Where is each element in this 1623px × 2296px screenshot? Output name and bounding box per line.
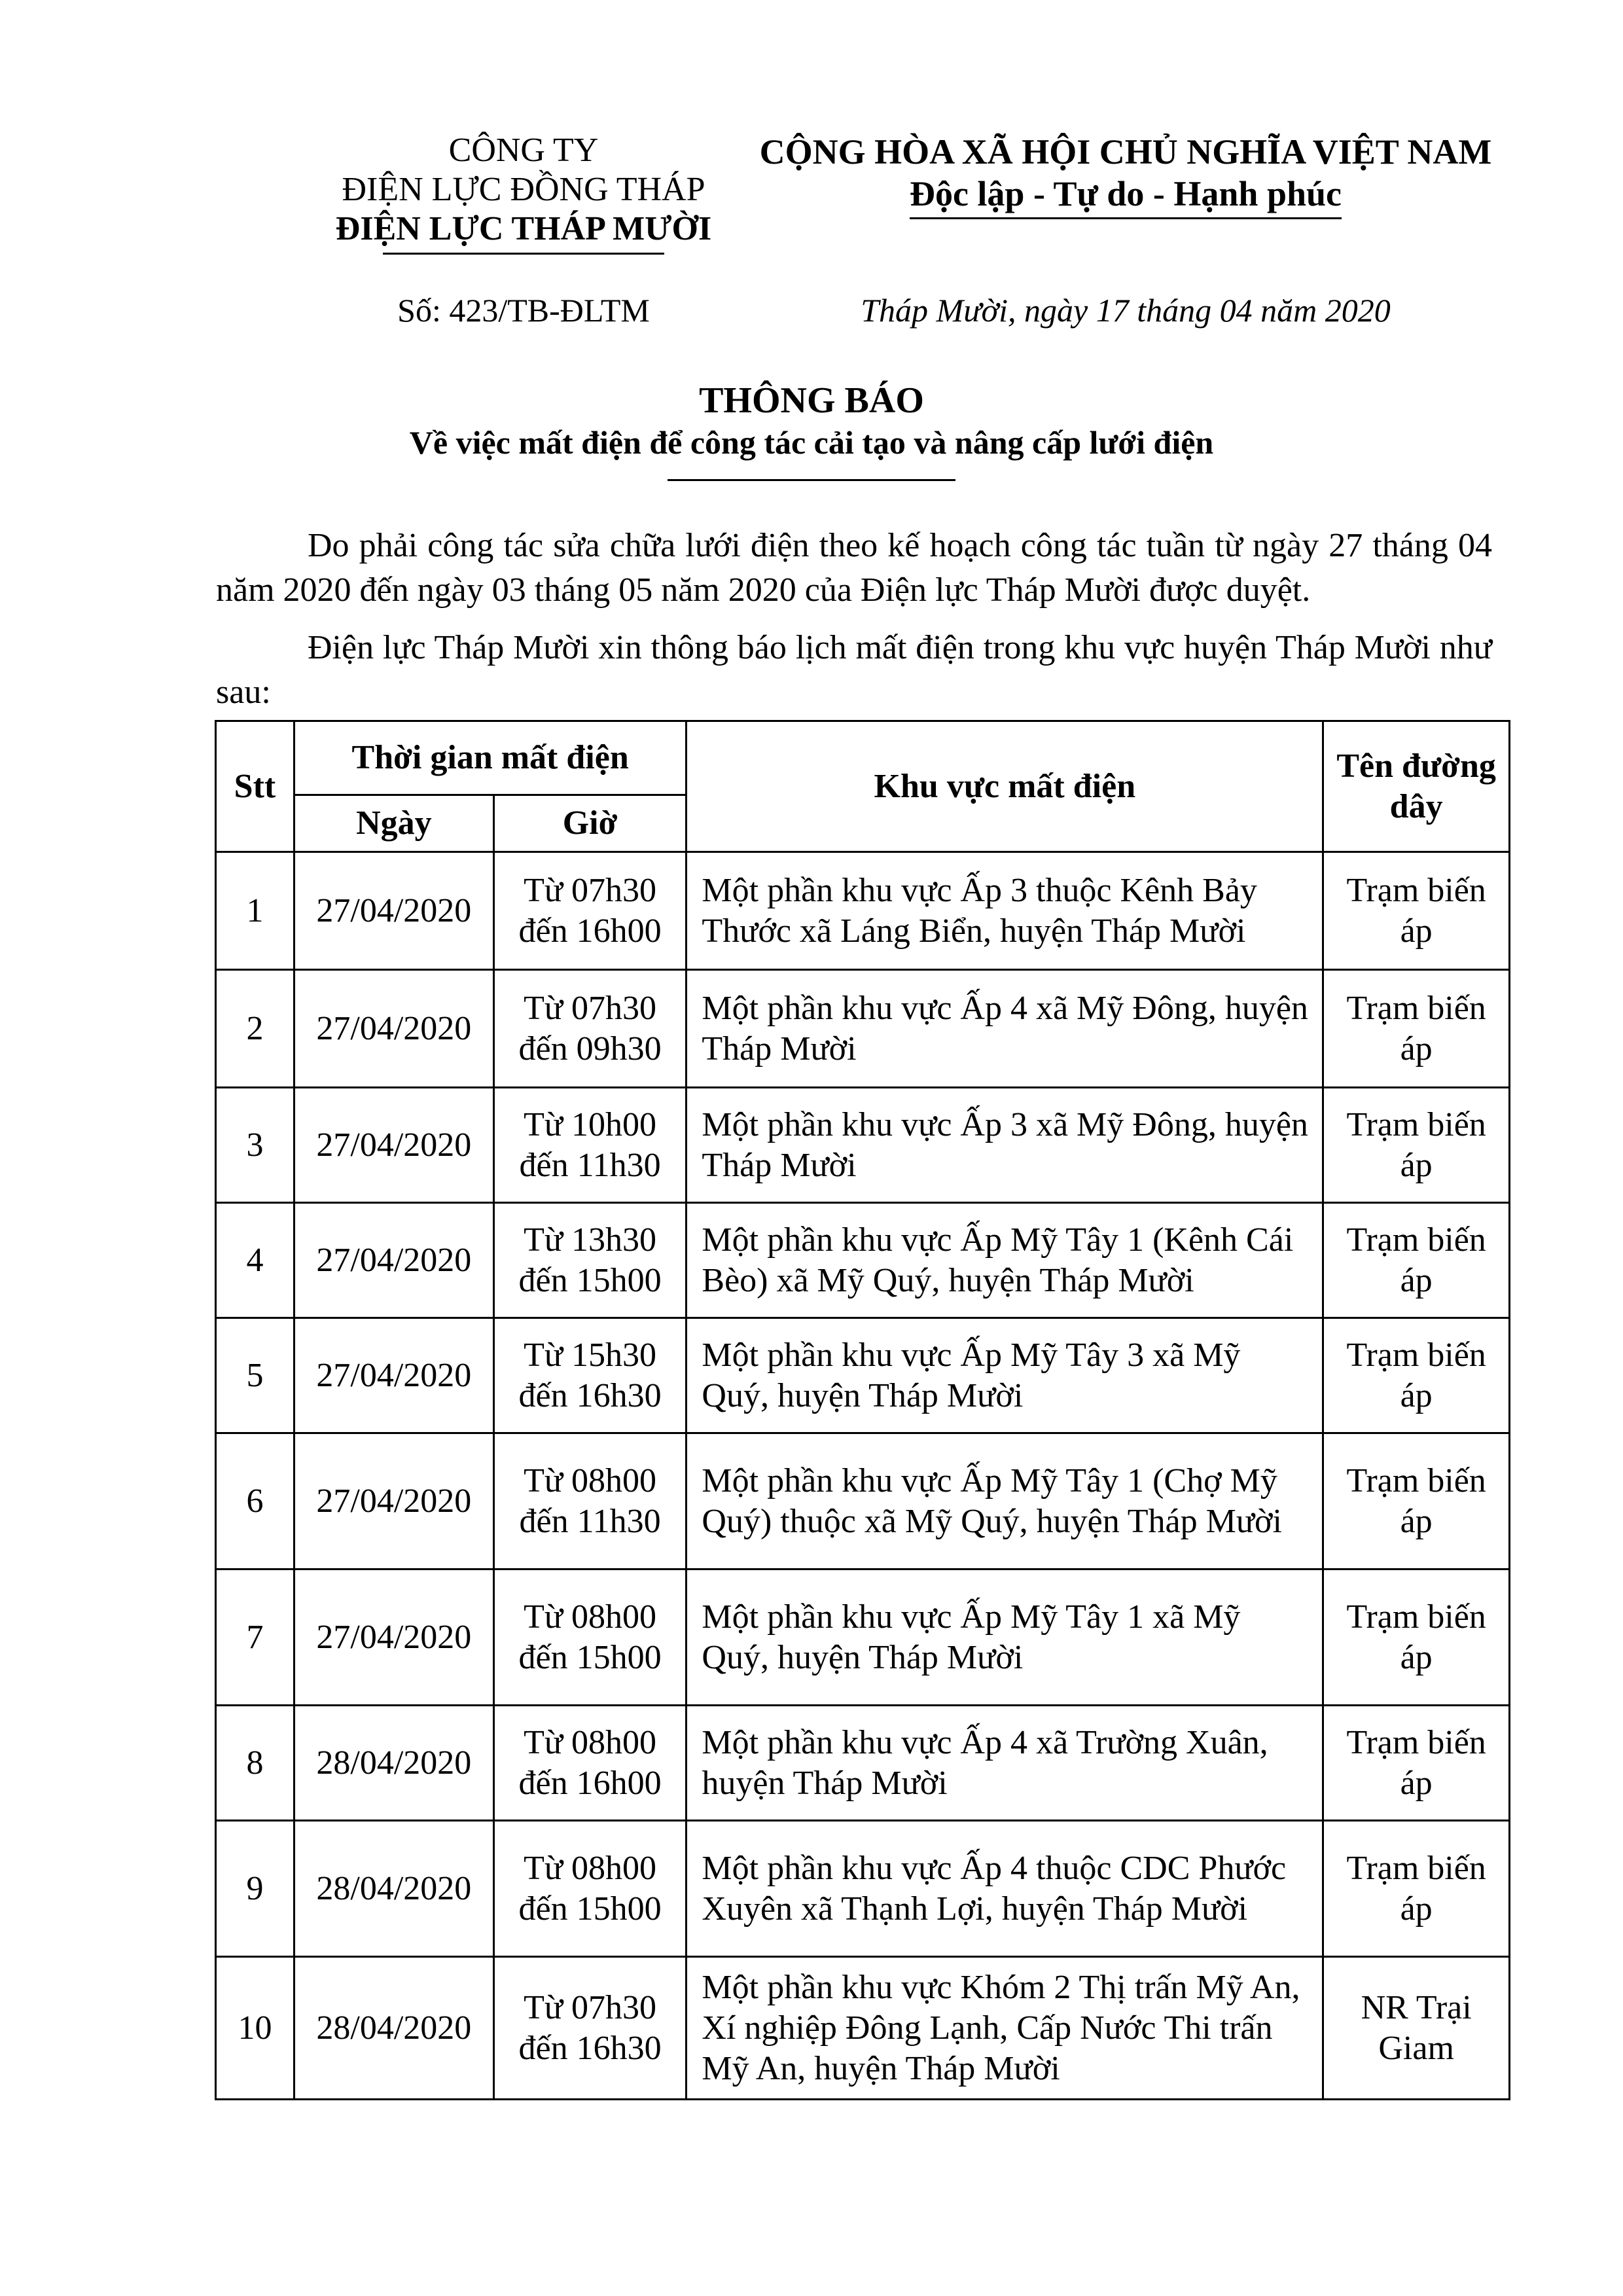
document-title: THÔNG BÁO xyxy=(699,380,924,421)
issuer-parent: ĐIỆN LỰC ĐỒNG THÁP xyxy=(342,171,705,208)
row-line: Trạm biến áp xyxy=(1323,1088,1510,1203)
title-underline xyxy=(668,479,955,481)
row-area: Một phần khu vực Ấp 4 xã Trường Xuân, huyện Tháp Mười xyxy=(687,1706,1323,1821)
body-paragraph-2: Điện lực Tháp Mười xin thông báo lịch mất điện trong khu vực huyện Tháp Mười như sau: xyxy=(216,629,1492,711)
nation-name: CỘNG HÒA XÃ HỘI CHỦ NGHĨA VIỆT NAM xyxy=(759,132,1492,171)
row-date: 27/04/2020 xyxy=(294,1570,493,1706)
row-line: Trạm biến áp xyxy=(1323,1203,1510,1318)
row-date: 27/04/2020 xyxy=(294,1318,493,1433)
table-row xyxy=(216,1318,1510,1433)
row-date: 27/04/2020 xyxy=(294,1088,493,1203)
row-stt: 5 xyxy=(216,1318,294,1433)
document-subtitle: Về việc mất điện để công tác cải tạo và nâng cấp lưới điện xyxy=(409,424,1214,461)
header-time-group: Thời gian mất điện xyxy=(294,721,686,795)
issuer-company: CÔNG TY xyxy=(448,132,599,169)
row-area: Một phần khu vực Ấp 4 thuộc CDC Phước Xuyên xã Thạnh Lợi, huyện Tháp Mười xyxy=(687,1821,1323,1957)
row-stt: 9 xyxy=(216,1821,294,1957)
row-date: 27/04/2020 xyxy=(294,970,493,1088)
table-row xyxy=(216,970,1510,1088)
table-row xyxy=(216,1821,1510,1957)
table-row xyxy=(216,1706,1510,1821)
row-area: Một phần khu vực Khóm 2 Thị trấn Mỹ An, Xí nghiệp Đông Lạnh, Cấp Nước Thi trấn Mỹ An, huyện Tháp Mười xyxy=(687,1957,1323,2100)
row-time: Từ 08h00 đến 11h30 xyxy=(493,1433,687,1570)
document-number: Số: 423/TB-ĐLTM xyxy=(397,292,650,329)
row-stt: 3 xyxy=(216,1088,294,1203)
national-heading xyxy=(746,131,1505,219)
row-area: Một phần khu vực Ấp 3 xã Mỹ Đông, huyện Tháp Mười xyxy=(687,1088,1323,1203)
table-row xyxy=(216,852,1510,970)
body-paragraph-1: Do phải công tác sửa chữa lưới điện theo kế hoạch công tác tuần từ ngày 27 tháng 04 năm 2020 đến ngày 03 tháng 05 năm 2020 của Điện lực Tháp Mười được duyệt. xyxy=(216,527,1492,609)
body-text xyxy=(216,524,1492,728)
row-stt: 6 xyxy=(216,1433,294,1570)
row-area: Một phần khu vực Ấp 3 thuộc Kênh Bảy Thước xã Láng Biển, huyện Tháp Mười xyxy=(687,852,1323,970)
row-line: NR Trại Giam xyxy=(1323,1957,1510,2100)
row-date: 27/04/2020 xyxy=(294,1203,493,1318)
row-line: Trạm biến áp xyxy=(1323,1433,1510,1570)
row-time: Từ 07h30 đến 09h30 xyxy=(493,970,687,1088)
row-time: Từ 08h00 đến 15h00 xyxy=(493,1821,687,1957)
row-line: Trạm biến áp xyxy=(1323,1318,1510,1433)
row-stt: 7 xyxy=(216,1570,294,1706)
issuer-underline xyxy=(383,253,664,255)
header-line: Tên đường dây xyxy=(1323,721,1510,852)
issuer-unit: ĐIỆN LỰC THÁP MƯỜI xyxy=(335,210,712,247)
header-date: Ngày xyxy=(294,795,493,852)
row-time: Từ 10h00 đến 11h30 xyxy=(493,1088,687,1203)
table-row xyxy=(216,1088,1510,1203)
header-hour: Giờ xyxy=(493,795,687,852)
row-date: 28/04/2020 xyxy=(294,1706,493,1821)
row-stt: 4 xyxy=(216,1203,294,1318)
document-title-block xyxy=(0,380,1623,481)
row-line: Trạm biến áp xyxy=(1323,1706,1510,1821)
row-date: 28/04/2020 xyxy=(294,1957,493,2100)
row-line: Trạm biến áp xyxy=(1323,970,1510,1088)
table-row xyxy=(216,1433,1510,1570)
row-line: Trạm biến áp xyxy=(1323,852,1510,970)
row-area: Một phần khu vực Ấp 4 xã Mỹ Đông, huyện Tháp Mười xyxy=(687,970,1323,1088)
row-area: Một phần khu vực Ấp Mỹ Tây 1 xã Mỹ Quý, huyện Tháp Mười xyxy=(687,1570,1323,1706)
row-date: 27/04/2020 xyxy=(294,852,493,970)
row-time: Từ 07h30 đến 16h00 xyxy=(493,852,687,970)
table-row xyxy=(216,1570,1510,1706)
row-area: Một phần khu vực Ấp Mỹ Tây 1 (Kênh Cái Bèo) xã Mỹ Quý, huyện Tháp Mười xyxy=(687,1203,1323,1318)
row-line: Trạm biến áp xyxy=(1323,1570,1510,1706)
row-stt: 2 xyxy=(216,970,294,1088)
row-time: Từ 08h00 đến 15h00 xyxy=(493,1570,687,1706)
header-area: Khu vực mất điện xyxy=(687,721,1323,852)
national-motto: Độc lập - Tự do - Hạnh phúc xyxy=(910,173,1342,219)
row-time: Từ 07h30 đến 16h30 xyxy=(493,1957,687,2100)
row-time: Từ 08h00 đến 16h00 xyxy=(493,1706,687,1821)
table-row xyxy=(216,1957,1510,2100)
row-area: Một phần khu vực Ấp Mỹ Tây 3 xã Mỹ Quý, huyện Tháp Mười xyxy=(687,1318,1323,1433)
header-stt: Stt xyxy=(216,721,294,852)
row-line: Trạm biến áp xyxy=(1323,1821,1510,1957)
outage-schedule-table xyxy=(215,720,1510,2100)
row-stt: 10 xyxy=(216,1957,294,2100)
row-area: Một phần khu vực Ấp Mỹ Tây 1 (Chợ Mỹ Quý) thuộc xã Mỹ Quý, huyện Tháp Mười xyxy=(687,1433,1323,1570)
row-time: Từ 13h30 đến 15h00 xyxy=(493,1203,687,1318)
row-stt: 1 xyxy=(216,852,294,970)
row-date: 28/04/2020 xyxy=(294,1821,493,1957)
row-date: 27/04/2020 xyxy=(294,1433,493,1570)
table-row xyxy=(216,1203,1510,1318)
row-stt: 8 xyxy=(216,1706,294,1821)
row-time: Từ 15h30 đến 16h30 xyxy=(493,1318,687,1433)
place-date: Tháp Mười, ngày 17 tháng 04 năm 2020 xyxy=(861,292,1391,329)
